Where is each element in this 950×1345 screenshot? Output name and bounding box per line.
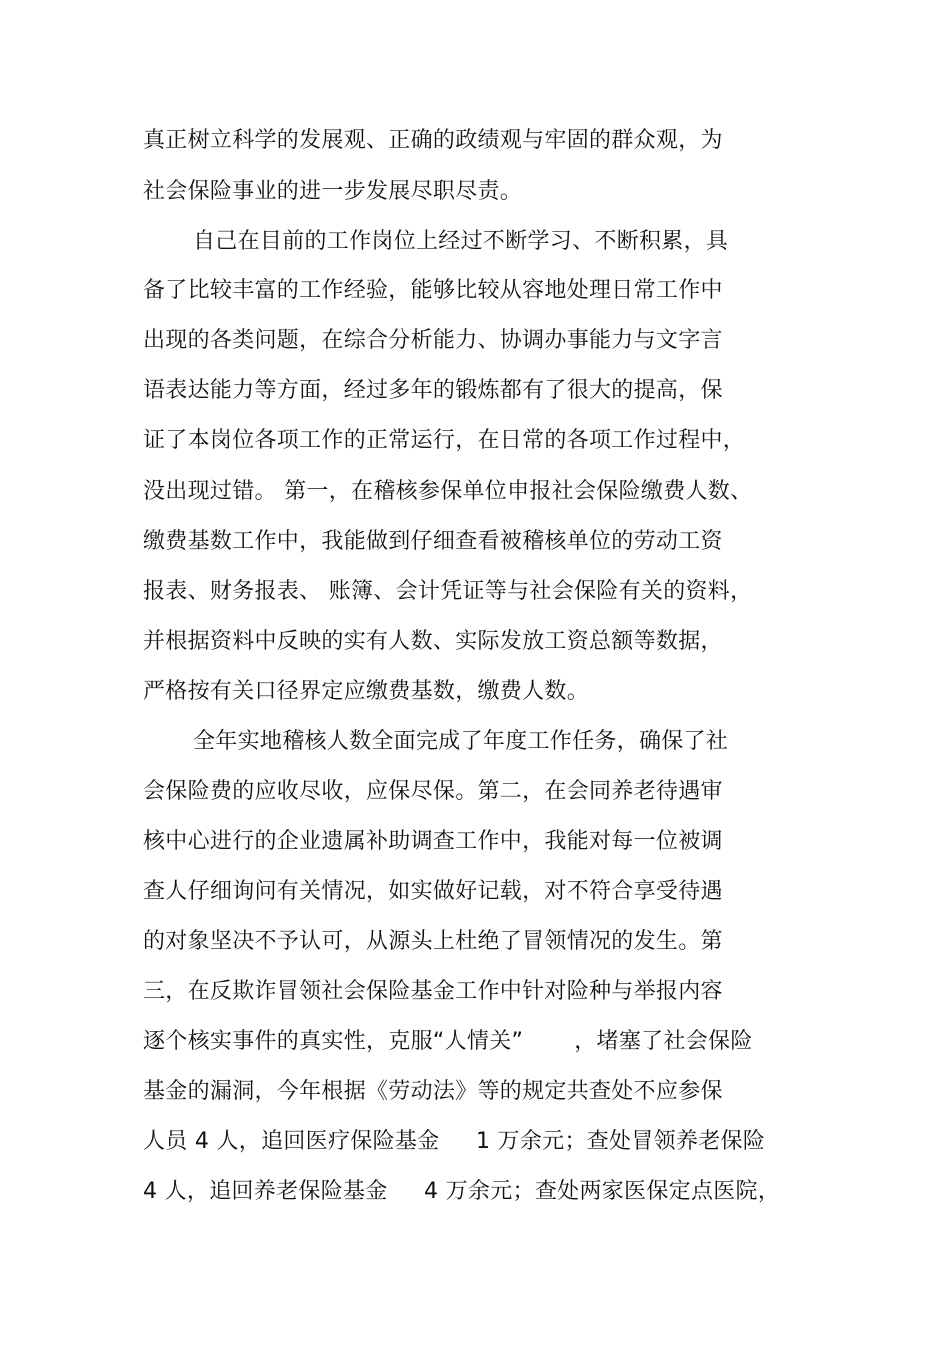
text-line-7: 证了本岗位各项工作的正常运行，在日常的各项工作过程中， xyxy=(143,428,746,453)
text-line-2: 社会保险事业的进一步发展尽职尽责。 xyxy=(143,179,523,204)
text-line-17: 的对象坚决不予认可，从源头上杜绝了冒领情况的发生。第 xyxy=(143,929,723,954)
text-line-12: 严格按有关口径界定应缴费基数，缴费人数。 xyxy=(143,679,590,704)
paragraph-3-line-1: 全年实地稽核人数全面完成了年度工作任务，确保了社 xyxy=(193,729,729,754)
text-line-5: 出现的各类问题，在综合分析能力、协调办事能力与文字言 xyxy=(143,328,723,353)
text-line-8: 没出现过错。 第一，在稽核参保单位申报社会保险缴费人数、 xyxy=(143,479,753,504)
text-line-1: 真正树立科学的发展观、正确的政绩观与牢固的群众观，为 xyxy=(143,128,723,153)
text-line-9: 缴费基数工作中，我能做到仔细查看被稽核单位的劳动工资 xyxy=(143,529,723,554)
text-line-4: 备了比较丰富的工作经验，能够比较从容地处理日常工作中 xyxy=(143,278,723,303)
paragraph-2-line-1: 自己在目前的工作岗位上经过不断学习、不断积累，具 xyxy=(193,229,729,254)
text-line-21: 人员 4 人，追回医疗保险基金 1 万余元；查处冒领养老保险 xyxy=(143,1129,766,1154)
text-line-19: 逐个核实事件的真实性，克服“人情关” ，堵塞了社会保险 xyxy=(143,1029,753,1054)
text-line-15: 核中心进行的企业遗属补助调查工作中，我能对每一位被调 xyxy=(143,829,723,854)
text-line-18: 三，在反欺诈冒领社会保险基金工作中针对险种与举报内容 xyxy=(143,979,723,1004)
text-line-6: 语表达能力等方面，经过多年的锻炼都有了很大的提高，保 xyxy=(143,378,723,403)
text-line-22: 4 人，追回养老保险基金 4 万余元；查处两家医保定点医院， xyxy=(143,1179,781,1204)
text-line-16: 查人仔细询问有关情况，如实做好记载，对不符合享受待遇 xyxy=(143,879,723,904)
text-line-11: 并根据资料中反映的实有人数、实际发放工资总额等数据， xyxy=(143,629,723,654)
text-line-14: 会保险费的应收尽收，应保尽保。第二，在会同养老待遇审 xyxy=(143,779,723,804)
text-line-10: 报表、财务报表、 账簿、会计凭证等与社会保险有关的资料， xyxy=(143,579,753,604)
text-line-20: 基金的漏洞，今年根据《劳动法》等的规定共查处不应参保 xyxy=(143,1079,723,1104)
